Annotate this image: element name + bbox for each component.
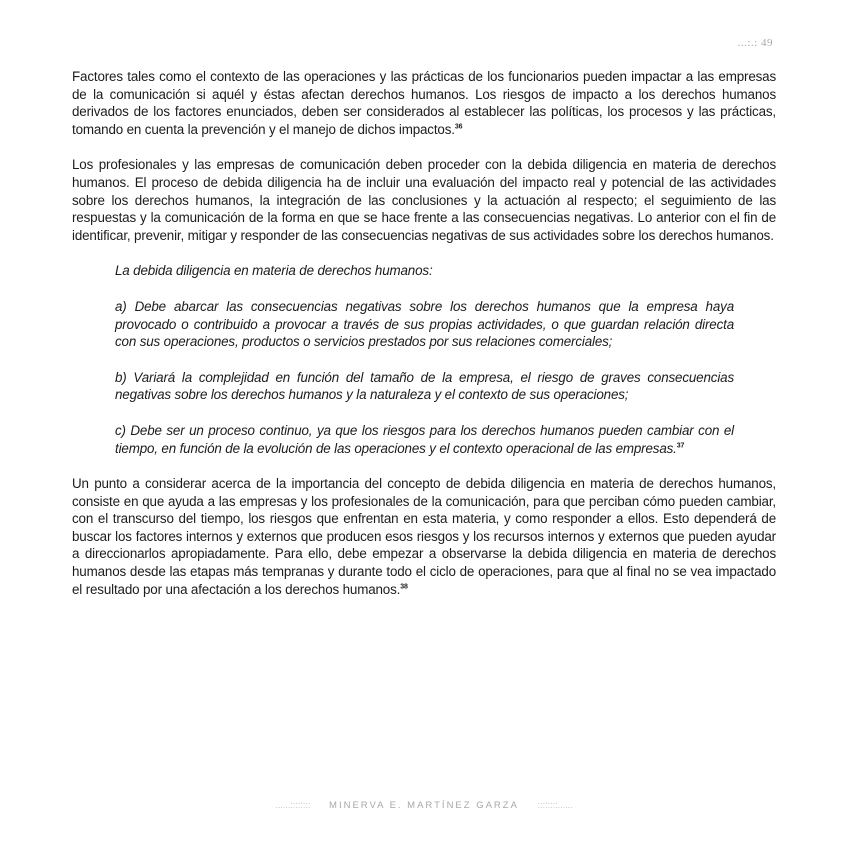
quote-item-text: c) Debe ser un proceso continuo, ya que los riesgos para los derechos humanos pueden cambiar con el tiempo, en función de la evolución de las operaciones y el contexto operacional de las empresas. (115, 422, 734, 456)
footnote-ref: 36 (454, 123, 463, 131)
quote-intro (115, 262, 734, 280)
quote-item-text: b) Variará la complejidad en función del tamaño de la empresa, el riesgo de graves consecuencias negativas sobre los derechos humanos y la naturaleza y el contexto de sus operaciones; (115, 369, 734, 403)
paragraph-1 (72, 68, 776, 138)
quote-item-a (115, 298, 734, 351)
quote-intro-text: La debida diligencia en materia de derechos humanos: (115, 263, 433, 279)
block-quote (115, 262, 734, 457)
paragraph-3 (72, 475, 776, 598)
paragraph-text: Un punto a considerar acerca de la importancia del concepto de debida diligencia en materia de derechos humanos, consiste en que ayuda a las empresas y los profesionales de la comunicación, para que perciban cómo pueden cambiar, con el transcurso del tiempo, los riesgos que enfrentan en esta materia, y como responder a ellos. Esto dependerá de buscar los factores internos y externos que producen esos riesgos y los recursos internos y externos que pueden ayudar a direccionarlos apropiadamente. Para ello, debe empezar a observarse la debida diligencia en materia de derechos humanos desde las etapas más tempranas y durante todo el ciclo de operaciones, para que al final no se vea impactado el resultado por una afectación a los derechos humanos. (72, 476, 776, 597)
quote-item-c (115, 422, 734, 457)
footer-ornament-right: ::::::::...... (537, 800, 573, 810)
paragraph-text: Factores tales como el contexto de las operaciones y las prácticas de los funcionarios pueden impactar a las empresas de la comunicación si aquél y éstas afectan derechos humanos. Los riesgos de impacto a los derechos humanos derivados de los factores enunciados, deben ser considerados al establecer las políticas, los procesos y las prácticas, tomando en cuenta la prevención y el manejo de dichos impactos. (72, 69, 776, 137)
page-body (72, 68, 776, 616)
footnote-ref: 37 (676, 442, 685, 450)
quote-item-text: a) Debe abarcar las consecuencias negativas sobre los derechos humanos que la empresa haya provocado o contribuido a provocar a través de sus propias actividades, o que guardan relación directa con sus operaciones, productos o servicios prestados por sus relaciones comerciales; (115, 298, 734, 350)
page-footer (0, 800, 848, 811)
footer-ornament-left: ......:::::::: (275, 800, 311, 810)
quote-item-b (115, 369, 734, 404)
paragraph-text: Los profesionales y las empresas de comunicación deben proceder con la debida diligencia en materia de derechos humanos. El proceso de debida diligencia ha de incluir una evaluación del impacto real y potencial de las actividades sobre los derechos humanos, la integración de las conclusiones y la actuación al respecto; el seguimiento de las respuestas y la comunicación de la forma en que se hace frente a las consecuencias negativas. Lo anterior con el fin de identificar, prevenir, mitigar y responder de las consecuencias negativas de sus actividades sobre los derechos humanos. (72, 157, 776, 243)
footer-author: MINERVA E. MARTÍNEZ GARZA (329, 800, 519, 811)
paragraph-2 (72, 156, 776, 244)
page-number: ...:.: 49 (737, 37, 773, 49)
footnote-ref: 38 (400, 583, 408, 591)
